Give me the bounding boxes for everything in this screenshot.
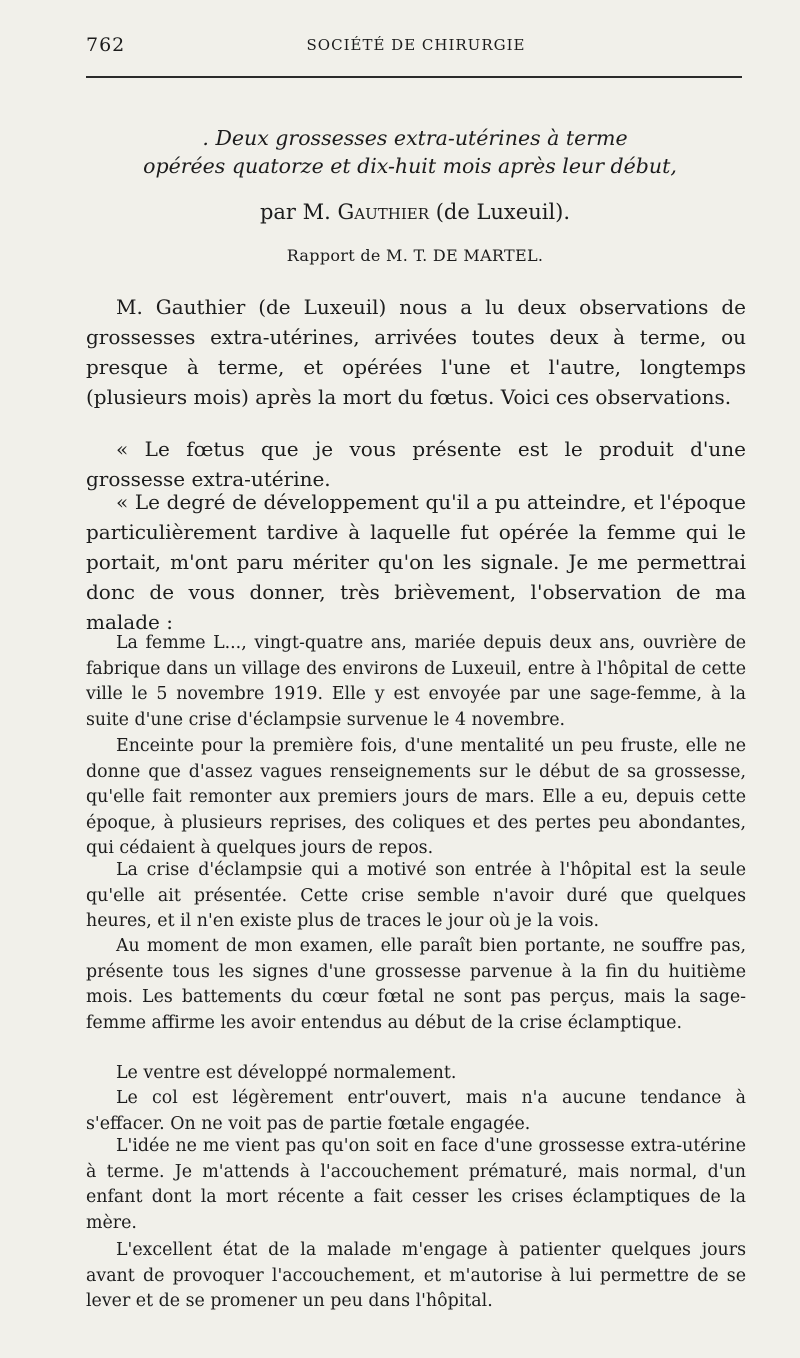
author-affiliation: (de Luxeuil).	[435, 200, 571, 224]
report-line	[0, 246, 800, 265]
report-name: DE MARTEL.	[432, 246, 544, 265]
observation-paragraph-2: Enceinte pour la première fois, d'une mentalité un peu fruste, elle ne donne que d'assez vagues renseignements sur le début de sa grossesse, qu'elle fait remonter aux premiers jours de mars. Elle a eu, depuis cette époque, à plusieurs reprises, des coliques et des pertes peu abondantes, qui cédaient à quelques jours de repos.	[86, 736, 746, 859]
running-head	[86, 34, 746, 60]
observation-paragraph-8: L'excellent état de la malade m'engage à patienter quelques jours avant de provoquer l'accouchement, et m'autorise à lui permettre de se lever et de se promener un peu dans l'hôpital.	[86, 1240, 746, 1312]
observation-paragraph-6: Le col est légèrement entr'ouvert, mais n'a aucune tendance à s'effacer. On ne voit pas de partie fœtale engagée.	[86, 1088, 746, 1134]
observation-paragraph-5: Le ventre est développé normalement.	[116, 1063, 457, 1083]
observation-paragraph-4: Au moment de mon examen, elle paraît bien portante, ne souffre pas, présente tous les signes d'une grossesse parvenue à la fin du huitième mois. Les battements du cœur fœtal ne sont pas perçus, mais la sage-femme affirme les avoir entendus au début de la crise éclamptique.	[86, 936, 746, 1033]
quote-paragraph-2: « Le degré de développement qu'il a pu atteindre, et l'époque particulièrement tardive à laquelle fut opérée la femme qui le portait, m'ont paru mériter qu'on les signale. Je me permettrai donc de vous donner, très brièvement, l'observation de ma malade :	[86, 490, 746, 634]
author-prefix: par M.	[259, 200, 331, 224]
observation-paragraph-7: L'idée ne me vient pas qu'on soit en face d'une grossesse extra-utérine à terme. Je m'attends à l'accouchement prématuré, mais normal, d'un enfant dont la mort récente a fait cesser les crises éclamptiques de la mère.	[86, 1136, 746, 1233]
author-name: Gauthier	[337, 200, 430, 224]
journal-title: SOCIÉTÉ DE CHIRURGIE	[306, 36, 526, 54]
quote-paragraph-1: « Le fœtus que je vous présente est le produit d'une grossesse extra-utérine.	[86, 437, 746, 491]
observation-paragraph-1: La femme L..., vingt-quatre ans, mariée depuis deux ans, ouvrière de fabrique dans un village des environs de Luxeuil, entre à l'hôpital de cette ville le 5 novembre 1919. Elle y est envoyée par une sage-femme, à la suite d'une crise d'éclampsie survenue le 4 novembre.	[86, 633, 746, 730]
article-title-line-2: opérées quatorze et dix-huit mois après leur début,	[143, 154, 677, 178]
observation-paragraph-3: La crise d'éclampsie qui a motivé son entrée à l'hôpital est la seule qu'elle ait présentée. Cette crise semble n'avoir duré que quelques heures, et il n'en existe plus de traces le jour où je la vois.	[86, 860, 746, 932]
article-title-line-1: . Deux grossesses extra-utérines à terme	[202, 126, 628, 150]
page-number: 762	[86, 34, 126, 56]
author-line	[0, 200, 800, 224]
report-prefix: Rapport de M. T.	[286, 246, 428, 265]
header-rule	[86, 76, 742, 78]
intro-paragraph: M. Gauthier (de Luxeuil) nous a lu deux observations de grossesses extra-utérines, arrivées toutes deux à terme, ou presque à terme, et opérées l'une et l'autre, longtemps (plusieurs mois) après la mort du fœtus. Voici ces observations.	[86, 295, 746, 409]
